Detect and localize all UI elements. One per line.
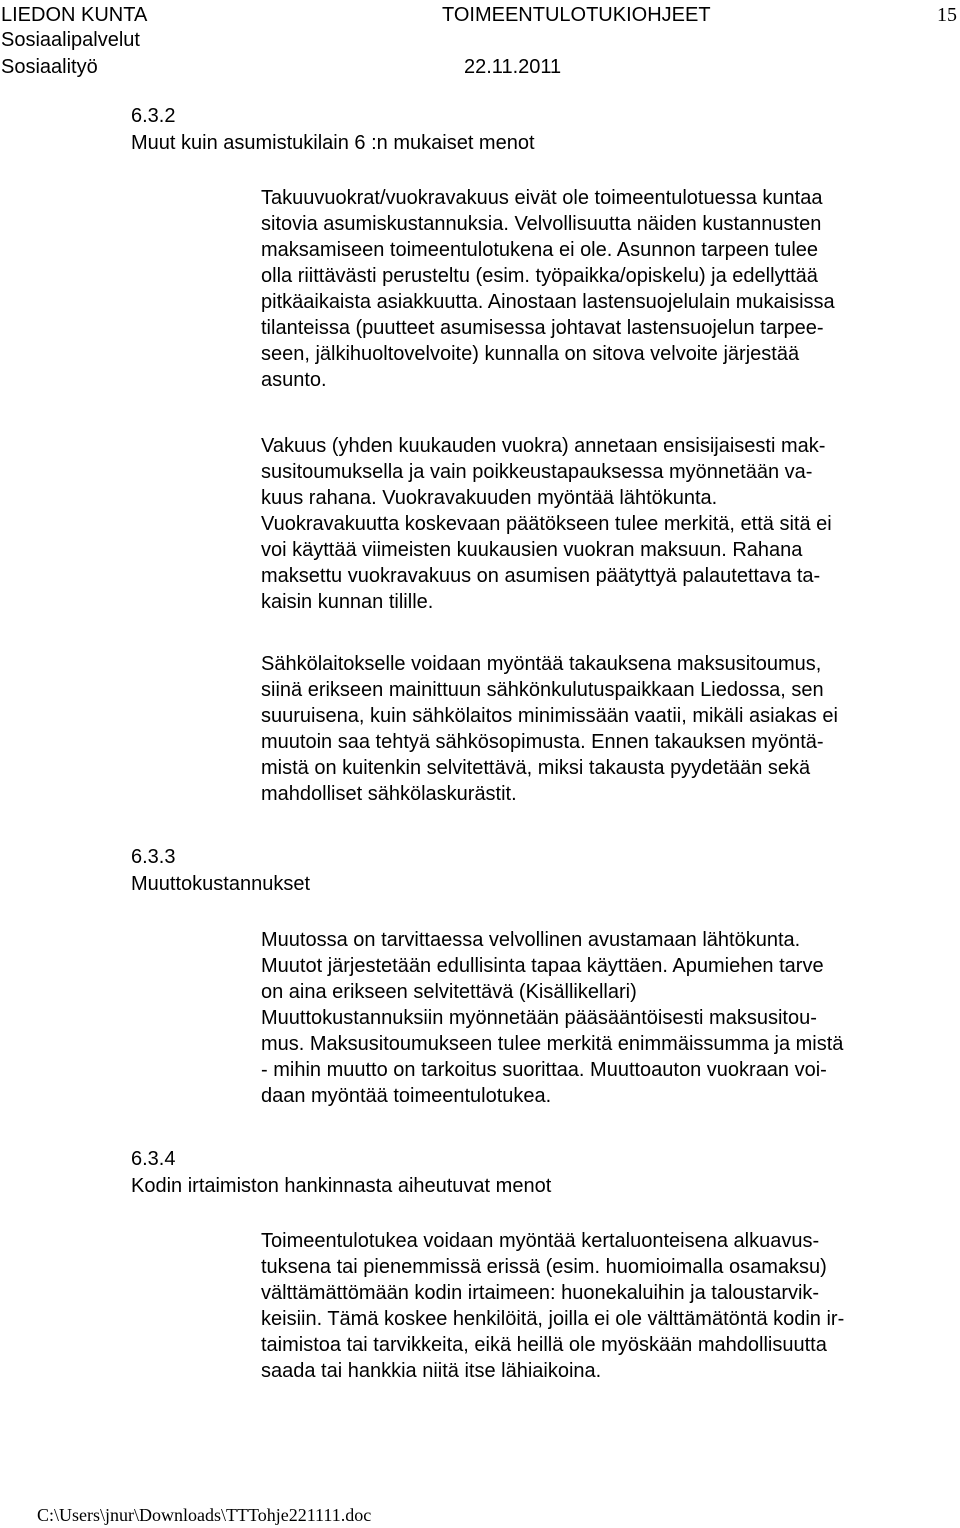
paragraph-line: suuruisena, kuin sähkölaitos minimissään vaatii, mikäli asiakas ei bbox=[261, 705, 838, 727]
department-name: Sosiaalipalvelut bbox=[1, 29, 140, 51]
paragraph-line: sitovia asumiskustannuksia. Velvollisuutta näiden kustannusten bbox=[261, 213, 822, 235]
paragraph-line: maksamiseen toimeentulotukena ei ole. Asunnon tarpeen tulee bbox=[261, 239, 819, 261]
section-number-6-3-3: 6.3.3 bbox=[131, 846, 176, 868]
document-title: TOIMEENTULOTUKIOHJEET bbox=[442, 4, 711, 26]
section-title-6-3-3: Muuttokustannukset bbox=[131, 873, 310, 895]
paragraph-moving-costs bbox=[261, 927, 960, 1109]
page-number: 15 bbox=[937, 4, 957, 26]
paragraph-line: maksettu vuokravakuus on asumisen päätyttyä palautettava ta- bbox=[261, 565, 821, 587]
paragraph-line: Muutossa on tarvittaessa velvollinen avustamaan lähtökunta. bbox=[261, 929, 801, 951]
paragraph-line: kaisin kunnan tilille. bbox=[261, 591, 434, 613]
paragraph-line: mahdolliset sähkölaskurästit. bbox=[261, 783, 517, 805]
paragraph-household-items bbox=[261, 1228, 960, 1384]
file-path: C:\Users\jnur\Downloads\TTTohje221111.doc bbox=[37, 1505, 372, 1525]
paragraph-line: daan myöntää toimeentulotukea. bbox=[261, 1085, 552, 1107]
paragraph-line: Takuuvuokrat/vuokravakuus eivät ole toimeentulotuessa kuntaa bbox=[261, 187, 823, 209]
paragraph-line: pitkäaikaista asiakkuutta. Ainostaan lastensuojelulain mukaisissa bbox=[261, 291, 835, 313]
paragraph-line: muutoin saa tehtyä sähkösopimusta. Ennen takauksen myöntä- bbox=[261, 731, 824, 753]
document-date: 22.11.2011 bbox=[464, 56, 562, 78]
paragraph-line: olla riittävästi perusteltu (esim. työpaikka/opiskelu) ja edellyttää bbox=[261, 265, 818, 287]
paragraph-line: siinä erikseen mainittuun sähkönkulutuspaikkaan Liedossa, sen bbox=[261, 679, 824, 701]
paragraph-line: susitoumuksella ja vain poikkeustapauksessa myönnetään va- bbox=[261, 461, 813, 483]
paragraph-line: Muutot järjestetään edullisinta tapaa käyttäen. Apumiehen tarve bbox=[261, 955, 824, 977]
paragraph-line: mus. Maksusitoumukseen tulee merkitä enimmäissumma ja mistä bbox=[261, 1033, 844, 1055]
paragraph-line: - mihin muutto on tarkoitus suorittaa. Muuttoauton vuokraan voi- bbox=[261, 1059, 827, 1081]
paragraph-line: on aina erikseen selvitettävä (Kisällikellari) bbox=[261, 981, 637, 1003]
organization-name: LIEDON KUNTA bbox=[1, 4, 148, 26]
section-title-6-3-2: Muut kuin asumistukilain 6 :n mukaiset menot bbox=[131, 132, 535, 154]
paragraph-line: Muuttokustannuksiin myönnetään pääsääntöisesti maksusitou- bbox=[261, 1007, 817, 1029]
paragraph-line: välttämättömään kodin irtaimeen: huonekaluihin ja taloustarvik- bbox=[261, 1282, 820, 1304]
paragraph-deposit bbox=[261, 433, 960, 615]
paragraph-line: mistä on kuitenkin selvitettävä, miksi takausta pyydetään sekä bbox=[261, 757, 811, 779]
paragraph-line: voi käyttää viimeisten kuukausien vuokran maksuun. Rahana bbox=[261, 539, 803, 561]
paragraph-line: Vakuus (yhden kuukauden vuokra) annetaan ensisijaisesti mak- bbox=[261, 435, 826, 457]
paragraph-line: tuksena tai pienemmissä erissä (esim. huomioimalla osamaksu) bbox=[261, 1256, 827, 1278]
paragraph-line: saada tai hankkia niitä itse lähiaikoina. bbox=[261, 1360, 602, 1382]
paragraph-line: tilanteissa (puutteet asumisessa johtavat lastensuojelun tarpee- bbox=[261, 317, 824, 339]
paragraph-line: Sähkölaitokselle voidaan myöntää takauksena maksusitoumus, bbox=[261, 653, 822, 675]
section-number-6-3-4: 6.3.4 bbox=[131, 1148, 176, 1170]
paragraph-line: kuus rahana. Vuokravakuuden myöntää lähtökunta. bbox=[261, 487, 718, 509]
section-number-6-3-2: 6.3.2 bbox=[131, 105, 176, 127]
unit-name: Sosiaalityö bbox=[1, 56, 98, 78]
paragraph-electricity bbox=[261, 651, 960, 807]
paragraph-line: taimistoa tai tarvikkeita, eikä heillä ole myöskään mahdollisuutta bbox=[261, 1334, 827, 1356]
section-title-6-3-4: Kodin irtaimiston hankinnasta aiheutuvat menot bbox=[131, 1175, 552, 1197]
paragraph-line: asunto. bbox=[261, 369, 327, 391]
paragraph-line: keisiin. Tämä koskee henkilöitä, joilla ei ole välttämätöntä kodin ir- bbox=[261, 1308, 845, 1330]
paragraph-line: Vuokravakuutta koskevaan päätökseen tulee merkitä, että sitä ei bbox=[261, 513, 832, 535]
paragraph-line: seen, jälkihuoltovelvoite) kunnalla on sitova velvoite järjestää bbox=[261, 343, 800, 365]
paragraph-rent-guarantee bbox=[261, 185, 960, 393]
paragraph-line: Toimeentulotukea voidaan myöntää kertaluonteisena alkuavus- bbox=[261, 1230, 820, 1252]
